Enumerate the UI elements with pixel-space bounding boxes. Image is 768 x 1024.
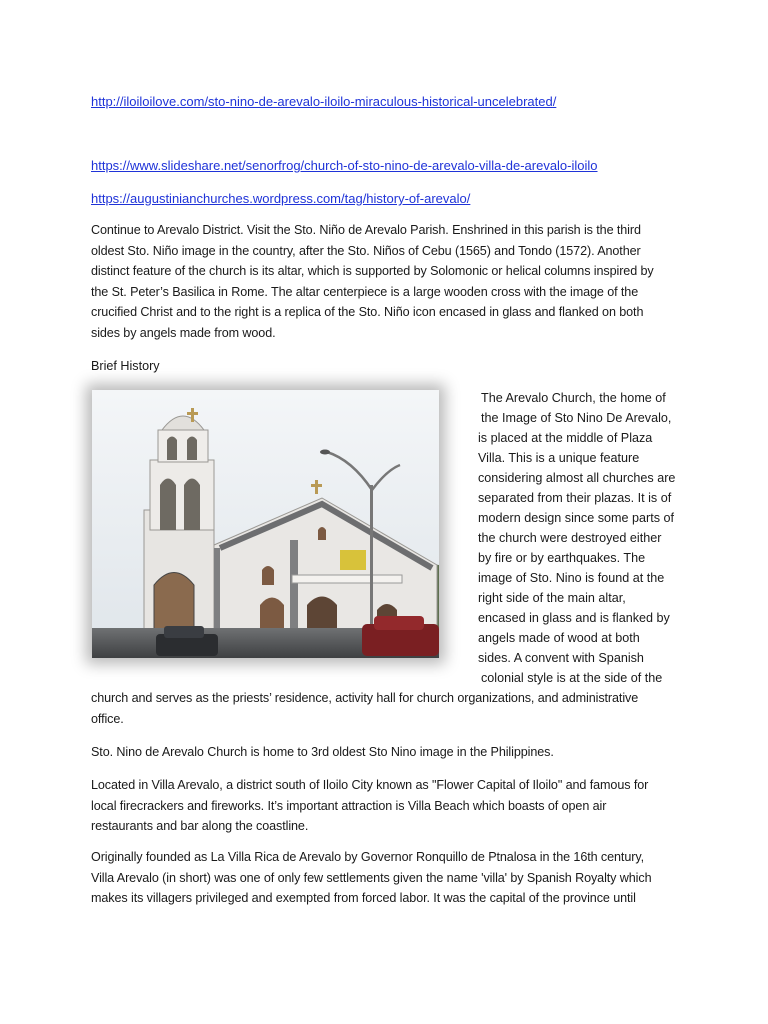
section-heading-brief-history: Brief History	[91, 359, 160, 373]
intro-paragraph	[91, 220, 691, 343]
description-line: angels made of wood at both	[478, 631, 640, 645]
intro-line: crucified Christ and to the right is a replica of the Sto. Niño icon encased in glass and flanked on both	[91, 305, 644, 319]
description-line: is placed at the middle of Plaza	[478, 431, 653, 445]
villa-line: local firecrackers and fireworks. It’s important attraction is Villa Beach which boasts of open air	[91, 798, 607, 813]
description-line: the church were destroyed either	[478, 531, 662, 545]
villa-paragraph	[91, 775, 691, 837]
church-description	[478, 388, 710, 688]
church-photo	[92, 390, 439, 658]
intro-line: the St. Peter’s Basilica in Rome. The altar centerpiece is a large wooden cross with the image of the	[91, 284, 639, 299]
founding-paragraph	[91, 847, 691, 909]
history-line: church and serves as the priests’ residence, activity hall for church organizations, and administrative	[91, 691, 639, 705]
founding-line: Originally founded as La Villa Rica de Arevalo by Governor Ronquillo de Ptnalosa in the 16th century,	[91, 850, 644, 864]
intro-line: Continue to Arevalo District. Visit the Sto. Niño de Arevalo Parish. Enshrined in this parish is the third	[91, 223, 641, 237]
description-line: right side of the main altar,	[478, 591, 626, 605]
villa-line: restaurants and bar along the coastline.	[91, 819, 309, 833]
intro-line: sides by angels made from wood.	[91, 325, 276, 340]
founding-line: makes its villagers privileged and exempted from forced labor. It was the capital of the province until	[91, 891, 636, 905]
founding-line: Villa Arevalo (in short) was one of only few settlements given the name 'villa' by Spanish Royalty which	[91, 870, 652, 885]
description-line: image of Sto. Nino is found at the	[478, 571, 665, 585]
villa-line: Located in Villa Arevalo, a district south of Iloilo City known as "Flower Capital of Iloilo" and famous for	[91, 778, 649, 792]
description-line: the Image of Sto Nino De Arevalo,	[481, 411, 672, 425]
history-tail-paragraph	[91, 688, 691, 729]
description-line: encased in glass and is flanked by	[478, 611, 670, 625]
intro-line: distinct feature of the church is its altar, which is supported by Solomonic or helical columns inspired by	[91, 264, 654, 278]
link-iloiloilove[interactable]: http://iloiloilove.com/sto-nino-de-arevalo-iloilo-miraculous-historical-uncelebrated/	[91, 94, 557, 109]
statement-paragraph	[91, 742, 691, 763]
description-line: colonial style is at the side of the	[481, 671, 663, 685]
description-line: modern design since some parts of	[478, 511, 675, 525]
link-slideshare[interactable]: https://www.slideshare.net/senorfrog/church-of-sto-nino-de-arevalo-villa-de-arevalo-iloilo	[91, 158, 598, 173]
description-line: The Arevalo Church, the home of	[481, 391, 666, 405]
description-line: Villa. This is a unique feature	[478, 451, 640, 465]
statement-line: Sto. Nino de Arevalo Church is home to 3rd oldest Sto Nino image in the Philippines.	[91, 745, 554, 759]
description-line: separated from their plazas. It is of	[478, 491, 672, 505]
description-line: considering almost all churches are	[478, 471, 676, 485]
description-line: by fire or by earthquakes. The	[478, 551, 646, 565]
history-line: office.	[91, 711, 124, 726]
description-line: sides. A convent with Spanish	[478, 651, 644, 665]
intro-line: oldest Sto. Niño image in the country, after the Sto. Niños of Cebu (1565) and Tondo (1572). Another	[91, 243, 641, 258]
church-illustration	[92, 390, 439, 658]
link-augustinianchurches[interactable]: https://augustinianchurches.wordpress.com/tag/history-of-arevalo/	[91, 191, 471, 206]
